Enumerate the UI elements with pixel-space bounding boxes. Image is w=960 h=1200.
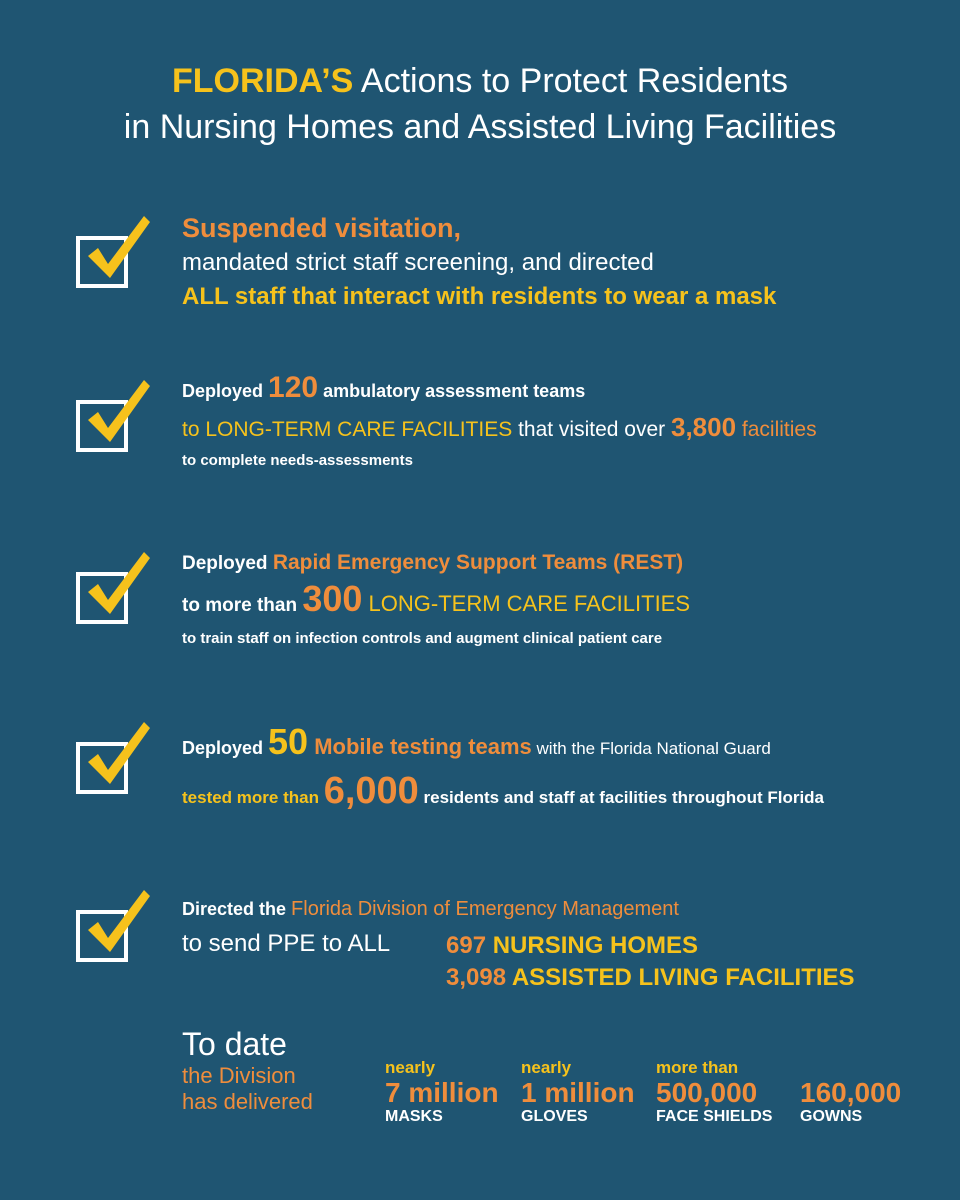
stat-face-shields-unit: FACE SHIELDS — [656, 1108, 773, 1125]
item-2-text-c: to LONG-TERM CARE FACILITIES — [182, 418, 513, 441]
stat-masks-qualifier: nearly — [385, 1058, 436, 1077]
item-1-line-1: Suspended visitation, — [182, 213, 462, 243]
checkbox-check-icon — [76, 236, 128, 288]
item-2-text-e: facilities — [736, 418, 817, 441]
item-3-text-c: to more than — [182, 595, 303, 616]
checkbox-check-icon — [76, 742, 128, 794]
item-3-number: 300 — [302, 578, 363, 619]
item-4-text-d: tested more than — [182, 788, 324, 807]
item-5-text-b: Florida Division of Emergency Management — [291, 898, 679, 920]
item-5-text-a: Directed the — [182, 899, 292, 919]
stat-face-shields-value: 500,000 — [656, 1077, 758, 1108]
item-4-text-b: Mobile testing teams — [308, 734, 532, 759]
stat-gowns — [800, 1058, 901, 1126]
item-2-number: 120 — [268, 371, 319, 404]
item-5-text-assisted: ASSISTED LIVING FACILITIES — [506, 964, 855, 991]
item-5-text-c: to send PPE to ALL — [182, 930, 391, 957]
stat-face-shields-qualifier: more than — [656, 1058, 739, 1077]
item-4-text-a: Deployed — [182, 738, 269, 758]
title-highlight: FLORIDA’S — [171, 62, 354, 100]
stat-masks-unit: MASKS — [385, 1108, 443, 1125]
item-2-text-f: to complete needs-assessments — [182, 452, 413, 469]
item-4-text-e: residents and staff at facilities throughout Florida — [418, 788, 825, 807]
item-5-number-2: 3,098 — [446, 964, 507, 991]
item-3-text-b: Rapid Emergency Support Teams (REST) — [272, 551, 684, 574]
stat-gowns-qualifier — [800, 1058, 901, 1078]
item-3-text-a: Deployed — [182, 553, 273, 574]
footer-summary — [182, 1024, 313, 1116]
item-2-text-a: Deployed — [182, 381, 269, 401]
footer-delivered: has delivered — [182, 1089, 313, 1114]
stat-face-shields — [656, 1058, 772, 1126]
title-line-1 — [0, 58, 960, 104]
stat-masks-value: 7 million — [385, 1077, 499, 1108]
item-3-text-e: to train staff on infection controls and augment clinical patient care — [182, 630, 663, 647]
stat-gowns-unit: GOWNS — [800, 1108, 863, 1125]
item-3-text-d: LONG-TERM CARE FACILITIES — [362, 591, 691, 616]
footer-division: the Division — [182, 1063, 296, 1088]
item-4-number: 50 — [268, 721, 309, 762]
checkbox-check-icon — [76, 572, 128, 624]
stat-gloves-unit: GLOVES — [521, 1108, 588, 1125]
title-line-1-text: Actions to Protect Residents — [353, 62, 788, 100]
stat-gloves — [521, 1058, 635, 1126]
item-4-text-c: with the Florida National Guard — [531, 739, 771, 758]
item-2-text-b: ambulatory assessment teams — [318, 381, 586, 401]
page-title — [0, 58, 960, 150]
checkbox-check-icon — [76, 400, 128, 452]
item-2-number-2: 3,800 — [670, 412, 737, 442]
stat-gowns-value: 160,000 — [800, 1077, 902, 1108]
footer-to-date: To date — [182, 1026, 287, 1062]
item-2-text-d: that visited over — [512, 418, 671, 441]
item-1-line-3: ALL staff that interact with residents to wear a mask — [182, 283, 777, 310]
stat-gloves-value: 1 million — [521, 1077, 635, 1108]
stat-gloves-qualifier: nearly — [521, 1058, 572, 1077]
title-line-2: in Nursing Homes and Assisted Living Facilities — [123, 108, 837, 146]
stat-masks — [385, 1058, 499, 1126]
item-4-number-2: 6,000 — [323, 770, 419, 812]
checkbox-check-icon — [76, 910, 128, 962]
item-5-text-nursing: NURSING HOMES — [486, 932, 699, 959]
item-1-line-2: mandated strict staff screening, and directed — [182, 249, 654, 276]
item-5-number-1: 697 — [446, 932, 487, 959]
